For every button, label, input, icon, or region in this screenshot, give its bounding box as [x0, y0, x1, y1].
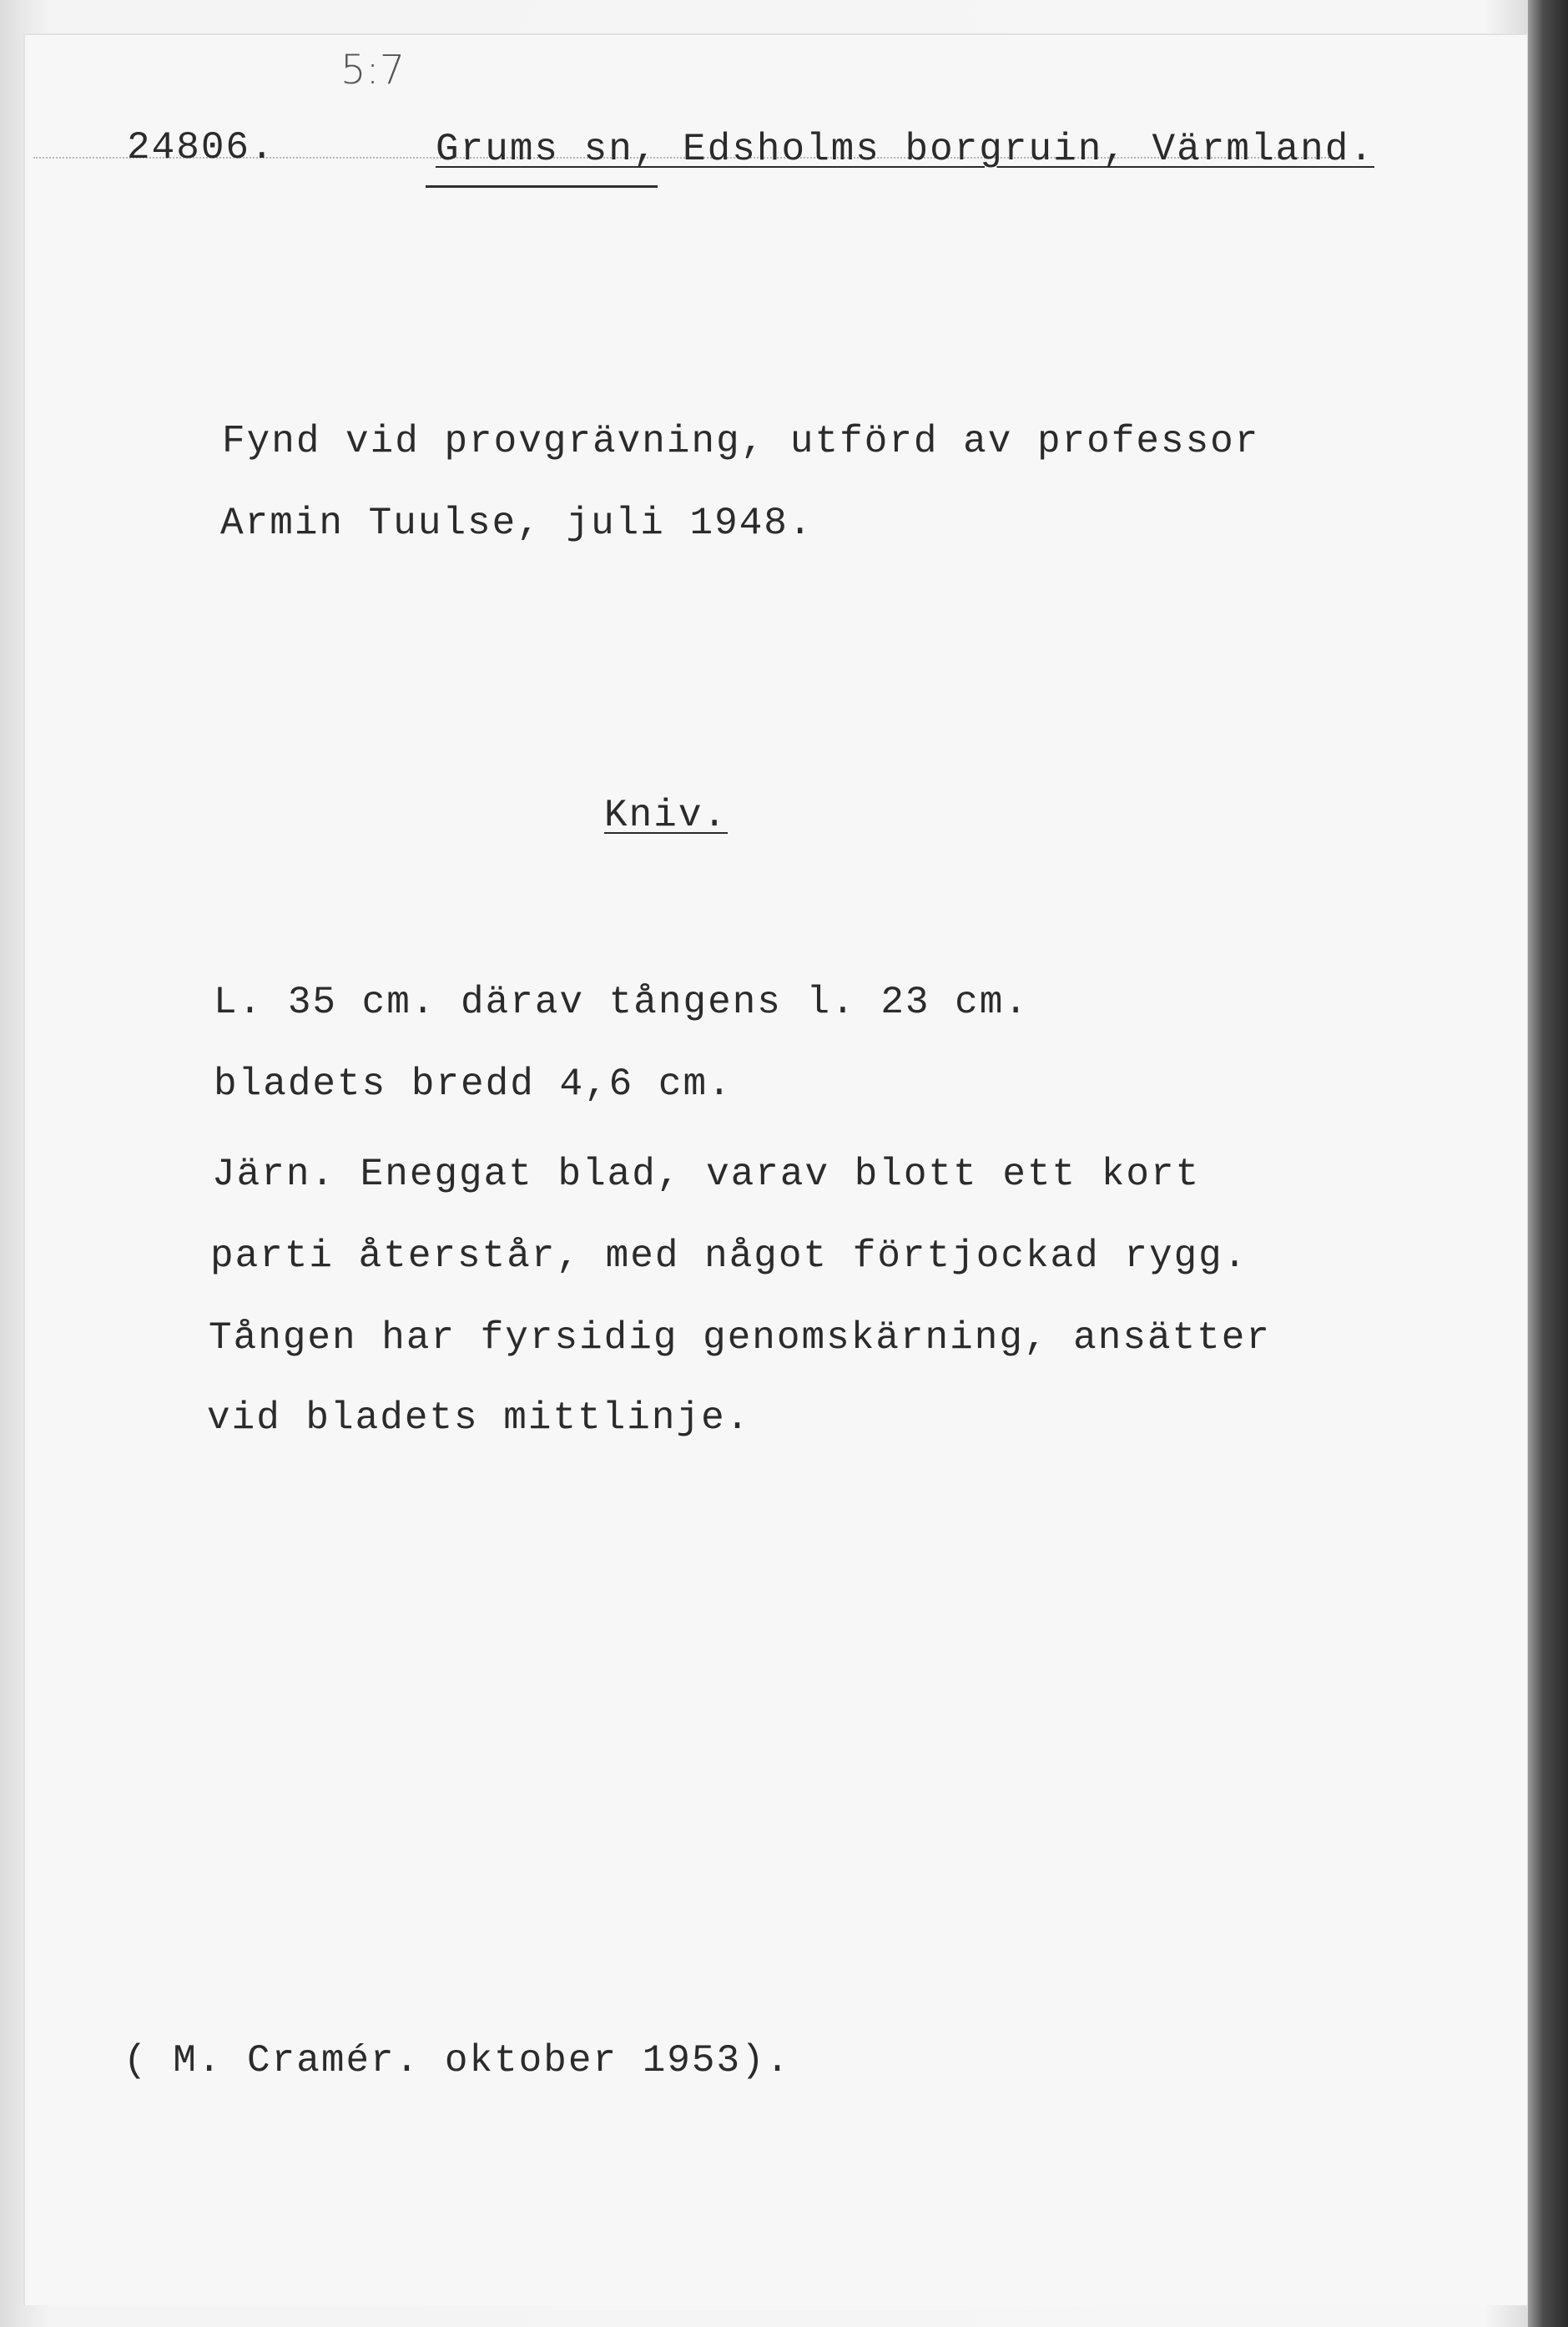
catalog-number: 24806. — [127, 126, 275, 169]
locality-title: Grums sn, Edsholms borgruin, Värmland. — [436, 128, 1374, 171]
intro-line-1: Fynd vid provgrävning, utförd av professor — [222, 420, 1260, 463]
intro-line-2: Armin Tuulse, juli 1948. — [220, 502, 814, 545]
description-line-3: Järn. Eneggat blad, varav blott ett kort — [212, 1153, 1201, 1196]
description-line-1: L. 35 cm. därav tångens l. 23 cm. — [214, 981, 1029, 1024]
title-double-underline — [426, 185, 658, 188]
object-name: Kniv. — [604, 794, 729, 837]
handwritten-mark: 5:7 — [340, 47, 406, 93]
description-line-2: bladets bredd 4,6 cm. — [214, 1063, 733, 1106]
signature-line: ( M. Cramér. oktober 1953). — [124, 2039, 791, 2082]
scan-edge-shadow — [1528, 0, 1568, 2327]
description-line-6: vid bladets mittlinje. — [207, 1396, 751, 1440]
description-line-4: parti återstår, med något förtjockad rygg. — [210, 1234, 1248, 1278]
description-line-5: Tången har fyrsidig genomskärning, ansätter — [209, 1316, 1271, 1360]
